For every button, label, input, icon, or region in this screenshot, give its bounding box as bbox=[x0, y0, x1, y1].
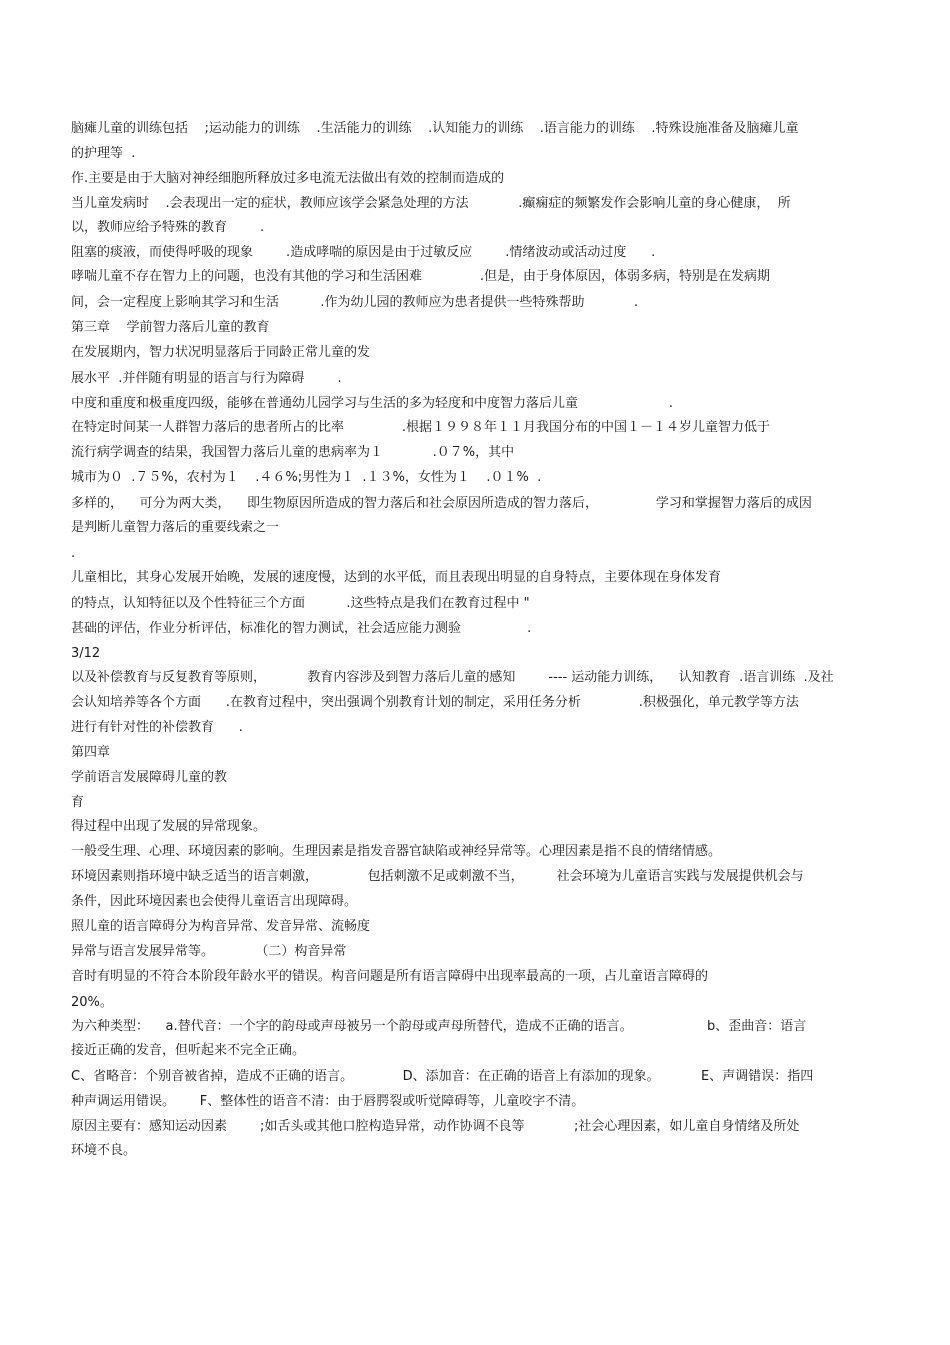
text-line: 异常与语言发展异常等。 （二）构音异常 bbox=[71, 944, 347, 959]
text-line: 哮喘儿童不存在智力上的问题，也没有其他的学习和生活困难 .但是，由于身体原因，体弱多病，特别是在发病期 bbox=[71, 269, 770, 284]
text-line: 音时有明显的不符合本阶段年龄水平的错误。构音问题是所有语言障碍中出现率最高的一项，占儿童语言障碍的 bbox=[71, 969, 709, 984]
text-line: 环境因素则指环境中缺乏适当的语言刺激， 包括刺激不足或刺激不当， 社会环境为儿童语言实践与发展提供机会与 bbox=[71, 869, 804, 884]
text-line: 作.主要是由于大脑对神经细胞所释放过多电流无法做出有效的控制而造成的 bbox=[71, 171, 505, 186]
text-line: 一般受生理、心理、环境因素的影响。生理因素是指发音器官缺陷或神经异常等。心理因素是指不良的情绪情感。 bbox=[71, 844, 722, 859]
text-line: 种声调运用错误。 F、整体性的语音不清：由于唇腭裂或听觉障碍等，儿童咬字不清。 bbox=[71, 1094, 585, 1109]
text-line: 20%。 bbox=[71, 995, 113, 1010]
text-line: 以及补偿教育与反复教育等原则， 教育内容涉及到智力落后儿童的感知 ---- 运动能力训练， 认知教育 .语言训练 .及社 bbox=[71, 670, 834, 685]
text-line: 环境不良。 bbox=[71, 1143, 137, 1158]
text-line: 阻塞的痰液，而使得呼吸的现象 .造成哮喘的原因是由于过敏反应 .情绪波动或活动过度 . bbox=[71, 245, 656, 260]
text-line: 为六种类型： a.替代音：一个字的韵母或声母被另一个韵母或声母所替代，造成不正确的语言。 b、歪曲音：语言 bbox=[71, 1019, 807, 1034]
text-line: 城市为０ .７５%，农村为１ .４６%;男性为１ .１３%，女性为１ .０１% . bbox=[71, 470, 542, 485]
text-line: 的护理等 . bbox=[71, 146, 136, 161]
text-line: 会认知培养等各个方面 .在教育过程中，突出强调个别教育计划的制定，采用任务分析 .积极强化，单元教学等方法 bbox=[71, 695, 799, 710]
text-line: 当儿童发病时 .会表现出一定的症状，教师应该学会紧急处理的方法 .癫痫症的频繁发作会影响儿童的身心健康， 所 bbox=[71, 196, 791, 211]
text-line: 儿童相比，其身心发展开始晚，发展的速度慢，达到的水平低，而且表现出明显的自身特点，主要体现在身体发育 bbox=[71, 570, 722, 585]
text-line: . bbox=[71, 546, 76, 561]
text-line: 照儿童的语言障碍分为构音异常、发音异常、流畅度 bbox=[71, 919, 371, 934]
text-line: 多样的， 可分为两大类， 即生物原因所造成的智力落后和社会原因所造成的智力落后， 学习和掌握智力落后的成因 bbox=[71, 496, 812, 511]
text-line: 中度和重度和极重度四级，能够在普通幼儿园学习与生活的多为轻度和中度智力落后儿童 . bbox=[71, 396, 674, 411]
text-line: 以，教师应给予特殊的教育 . bbox=[71, 220, 265, 235]
page-number: 3/12 bbox=[71, 646, 101, 661]
text-line: 在发展期内，智力状况明显落后于同龄正常儿童的发 bbox=[71, 345, 371, 360]
text-line: 脑瘫儿童的训练包括 ;运动能力的训练 .生活能力的训练 .认知能力的训练 .语言能力的训练 .特殊设施准备及脑瘫儿童 bbox=[71, 121, 799, 136]
text-line: 流行病学调查的结果，我国智力落后儿童的患病率为１ .０７%，其中 bbox=[71, 445, 515, 460]
text-line: 条件，因此环境因素也会使得儿童语言出现障碍。 bbox=[71, 894, 358, 909]
text-line: 进行有针对性的补偿教育 . bbox=[71, 720, 243, 735]
text-line: 是判断儿童智力落后的重要线索之一 bbox=[71, 520, 280, 535]
chapter-heading: 第三章 学前智力落后儿童的教育 bbox=[71, 320, 270, 335]
section-heading: 育 bbox=[71, 795, 85, 810]
text-line: 接近正确的发音，但听起来不完全正确。 bbox=[71, 1043, 306, 1058]
text-line: 的特点，认知特征以及个性特征三个方面 .这些特点是我们在教育过程中 " bbox=[71, 596, 530, 611]
text-line: 间，会一定程度上影响其学习和生活 .作为幼儿园的教师应为患者提供一些特殊帮助 . bbox=[71, 295, 639, 310]
text-line: 得过程中出现了发展的异常现象。 bbox=[71, 819, 267, 834]
text-line: 甚础的评估，作业分析评估，标准化的智力测试，社会适应能力测验 . bbox=[71, 621, 532, 636]
text-line: 在特定时间某一人群智力落后的患者所占的比率 .根据１９９８年１１月我国分布的中国１－１４岁儿童智力低于 bbox=[71, 420, 770, 435]
text-line: 展水平 .并伴随有明显的语言与行为障碍 . bbox=[71, 371, 342, 386]
text-line: 原因主要有：感知运动因素 ;如舌头或其他口腔构造异常，动作协调不良等 ;社会心理因素，如儿童自身情绪及所处 bbox=[71, 1119, 800, 1134]
chapter-heading: 第四章 bbox=[71, 745, 111, 760]
text-line: C、省略音：个别音被省掉，造成不正确的语言。 D、添加音：在正确的语音上有添加的现象。 E、声调错误：指四 bbox=[71, 1069, 814, 1084]
section-heading: 学前语言发展障碍儿童的教 bbox=[71, 770, 228, 785]
